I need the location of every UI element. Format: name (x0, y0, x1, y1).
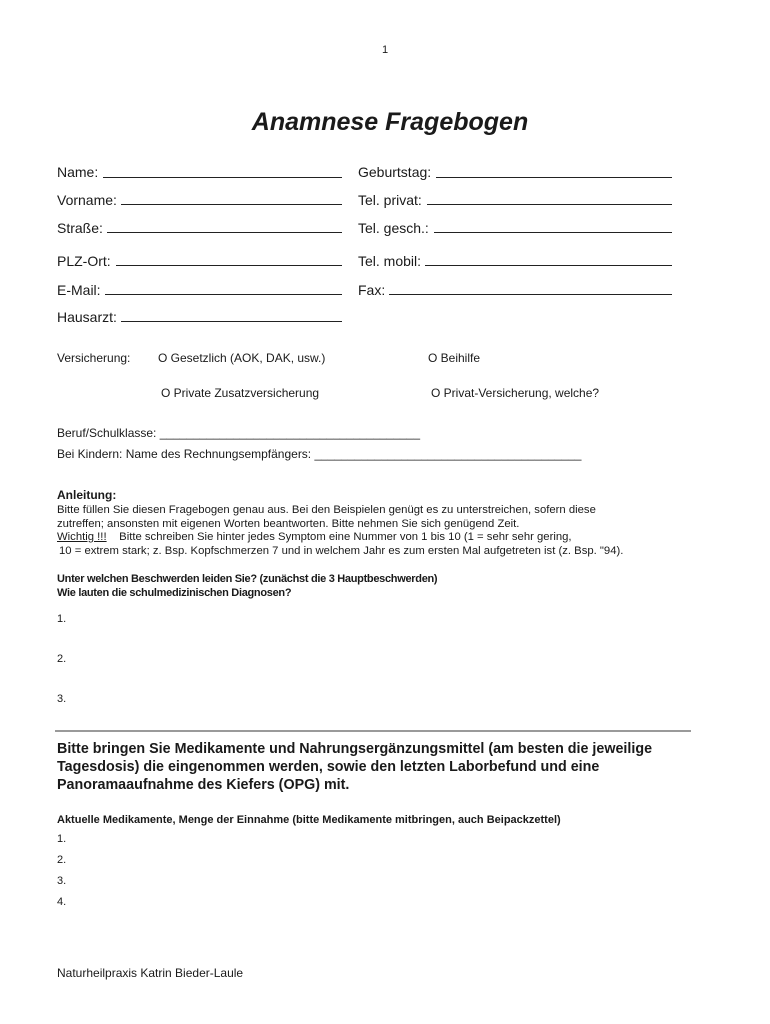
notice-line: Tagesdosis) die eingenommen werden, sowie den letzten Laborbefund und eine (57, 759, 600, 775)
gp-field[interactable] (121, 321, 342, 322)
medication-item-1[interactable]: 1. (57, 833, 67, 845)
fax-label: Fax: (358, 282, 386, 298)
insurance-option-subsidy[interactable]: O Beihilfe (428, 351, 481, 365)
medication-item-3[interactable]: 3. (57, 875, 67, 887)
birthday-label: Geburtstag: (358, 164, 432, 180)
fax-field[interactable] (389, 294, 672, 295)
footer-practice-name: Naturheilpraxis Katrin Bieder-Laule (57, 966, 244, 980)
insurance-option-supplementary[interactable]: O Private Zusatzversicherung (161, 386, 320, 400)
insurance-option-statutory[interactable]: O Gesetzlich (AOK, DAK, usw.) (158, 351, 326, 365)
phone-work-field[interactable] (434, 232, 672, 233)
first-name-label: Vorname: (57, 192, 117, 208)
complaints-question: Unter welchen Beschwerden leiden Sie? (zunächst die 3 Hauptbeschwerden) (57, 573, 438, 585)
instructions-line: zutreffen; ansonsten mit eigenen Worten beantworten. Bitte nehmen Sie sich genügend Zeit. (57, 518, 520, 530)
notice-line: Panoramaaufnahme des Kiefers (OPG) mit. (57, 777, 350, 793)
phone-private-label: Tel. privat: (358, 192, 422, 208)
street-field[interactable] (107, 232, 342, 233)
complaint-item-2[interactable]: 2. (57, 653, 67, 665)
instructions-line: Bitte füllen Sie diesen Fragebogen genau aus. Bei den Beispielen genügt es zu unterstreichen, sofern diese (57, 504, 596, 516)
bring-items-notice (57, 740, 697, 794)
phone-work-label: Tel. gesch.: (358, 220, 429, 236)
occupation-field[interactable]: Beruf/Schulklasse: _______________________________________ (57, 426, 420, 440)
complaint-item-1[interactable]: 1. (57, 613, 67, 625)
medication-item-4[interactable]: 4. (57, 896, 67, 908)
instructions-line: Bitte schreiben Sie hinter jedes Symptom eine Nummer von 1 bis 10 (1 = sehr sehr gering, (119, 531, 572, 543)
diagnoses-question: Wie lauten die schulmedizinischen Diagnosen? (57, 587, 292, 599)
instructions-line: 10 = extrem stark; z. Bsp. Kopfschmerzen 7 und in welchem Jahr es zum ersten Mal aufgetreten ist (z. Bsp. "94). (59, 545, 624, 557)
instructions-rating-line (57, 531, 572, 544)
page-title: Anamnese Fragebogen (251, 108, 529, 136)
first-name-field[interactable] (121, 204, 342, 205)
street-label: Straße: (57, 220, 103, 236)
section-divider (55, 730, 691, 732)
gp-label: Hausarzt: (57, 309, 117, 325)
email-field[interactable] (105, 294, 342, 295)
page-number: 1 (381, 44, 389, 56)
phone-mobile-label: Tel. mobil: (358, 253, 422, 269)
email-label: E-Mail: (57, 282, 101, 298)
insurance-option-private[interactable]: O Privat-Versicherung, welche? (431, 386, 600, 400)
phone-mobile-field[interactable] (425, 265, 672, 266)
name-label: Name: (57, 164, 99, 180)
medications-heading: Aktuelle Medikamente, Menge der Einnahme (bitte Medikamente mitbringen, auch Beipackzettel) (57, 814, 561, 826)
important-note: Wichtig !!! (57, 531, 107, 543)
birthday-field[interactable] (436, 177, 672, 178)
city-field[interactable] (116, 265, 342, 266)
city-label: PLZ-Ort: (57, 253, 111, 269)
invoice-recipient-field[interactable]: Bei Kindern: Name des Rechnungsempfängers: ________________________________________ (57, 447, 582, 461)
insurance-label: Versicherung: (57, 351, 131, 365)
name-field[interactable] (103, 177, 342, 178)
instructions-heading: Anleitung: (57, 488, 117, 502)
notice-line: Bitte bringen Sie Medikamente und Nahrungsergänzungsmittel (am besten die jeweilige (57, 741, 653, 757)
medication-item-2[interactable]: 2. (57, 854, 67, 866)
complaint-item-3[interactable]: 3. (57, 693, 67, 705)
phone-private-field[interactable] (427, 204, 672, 205)
